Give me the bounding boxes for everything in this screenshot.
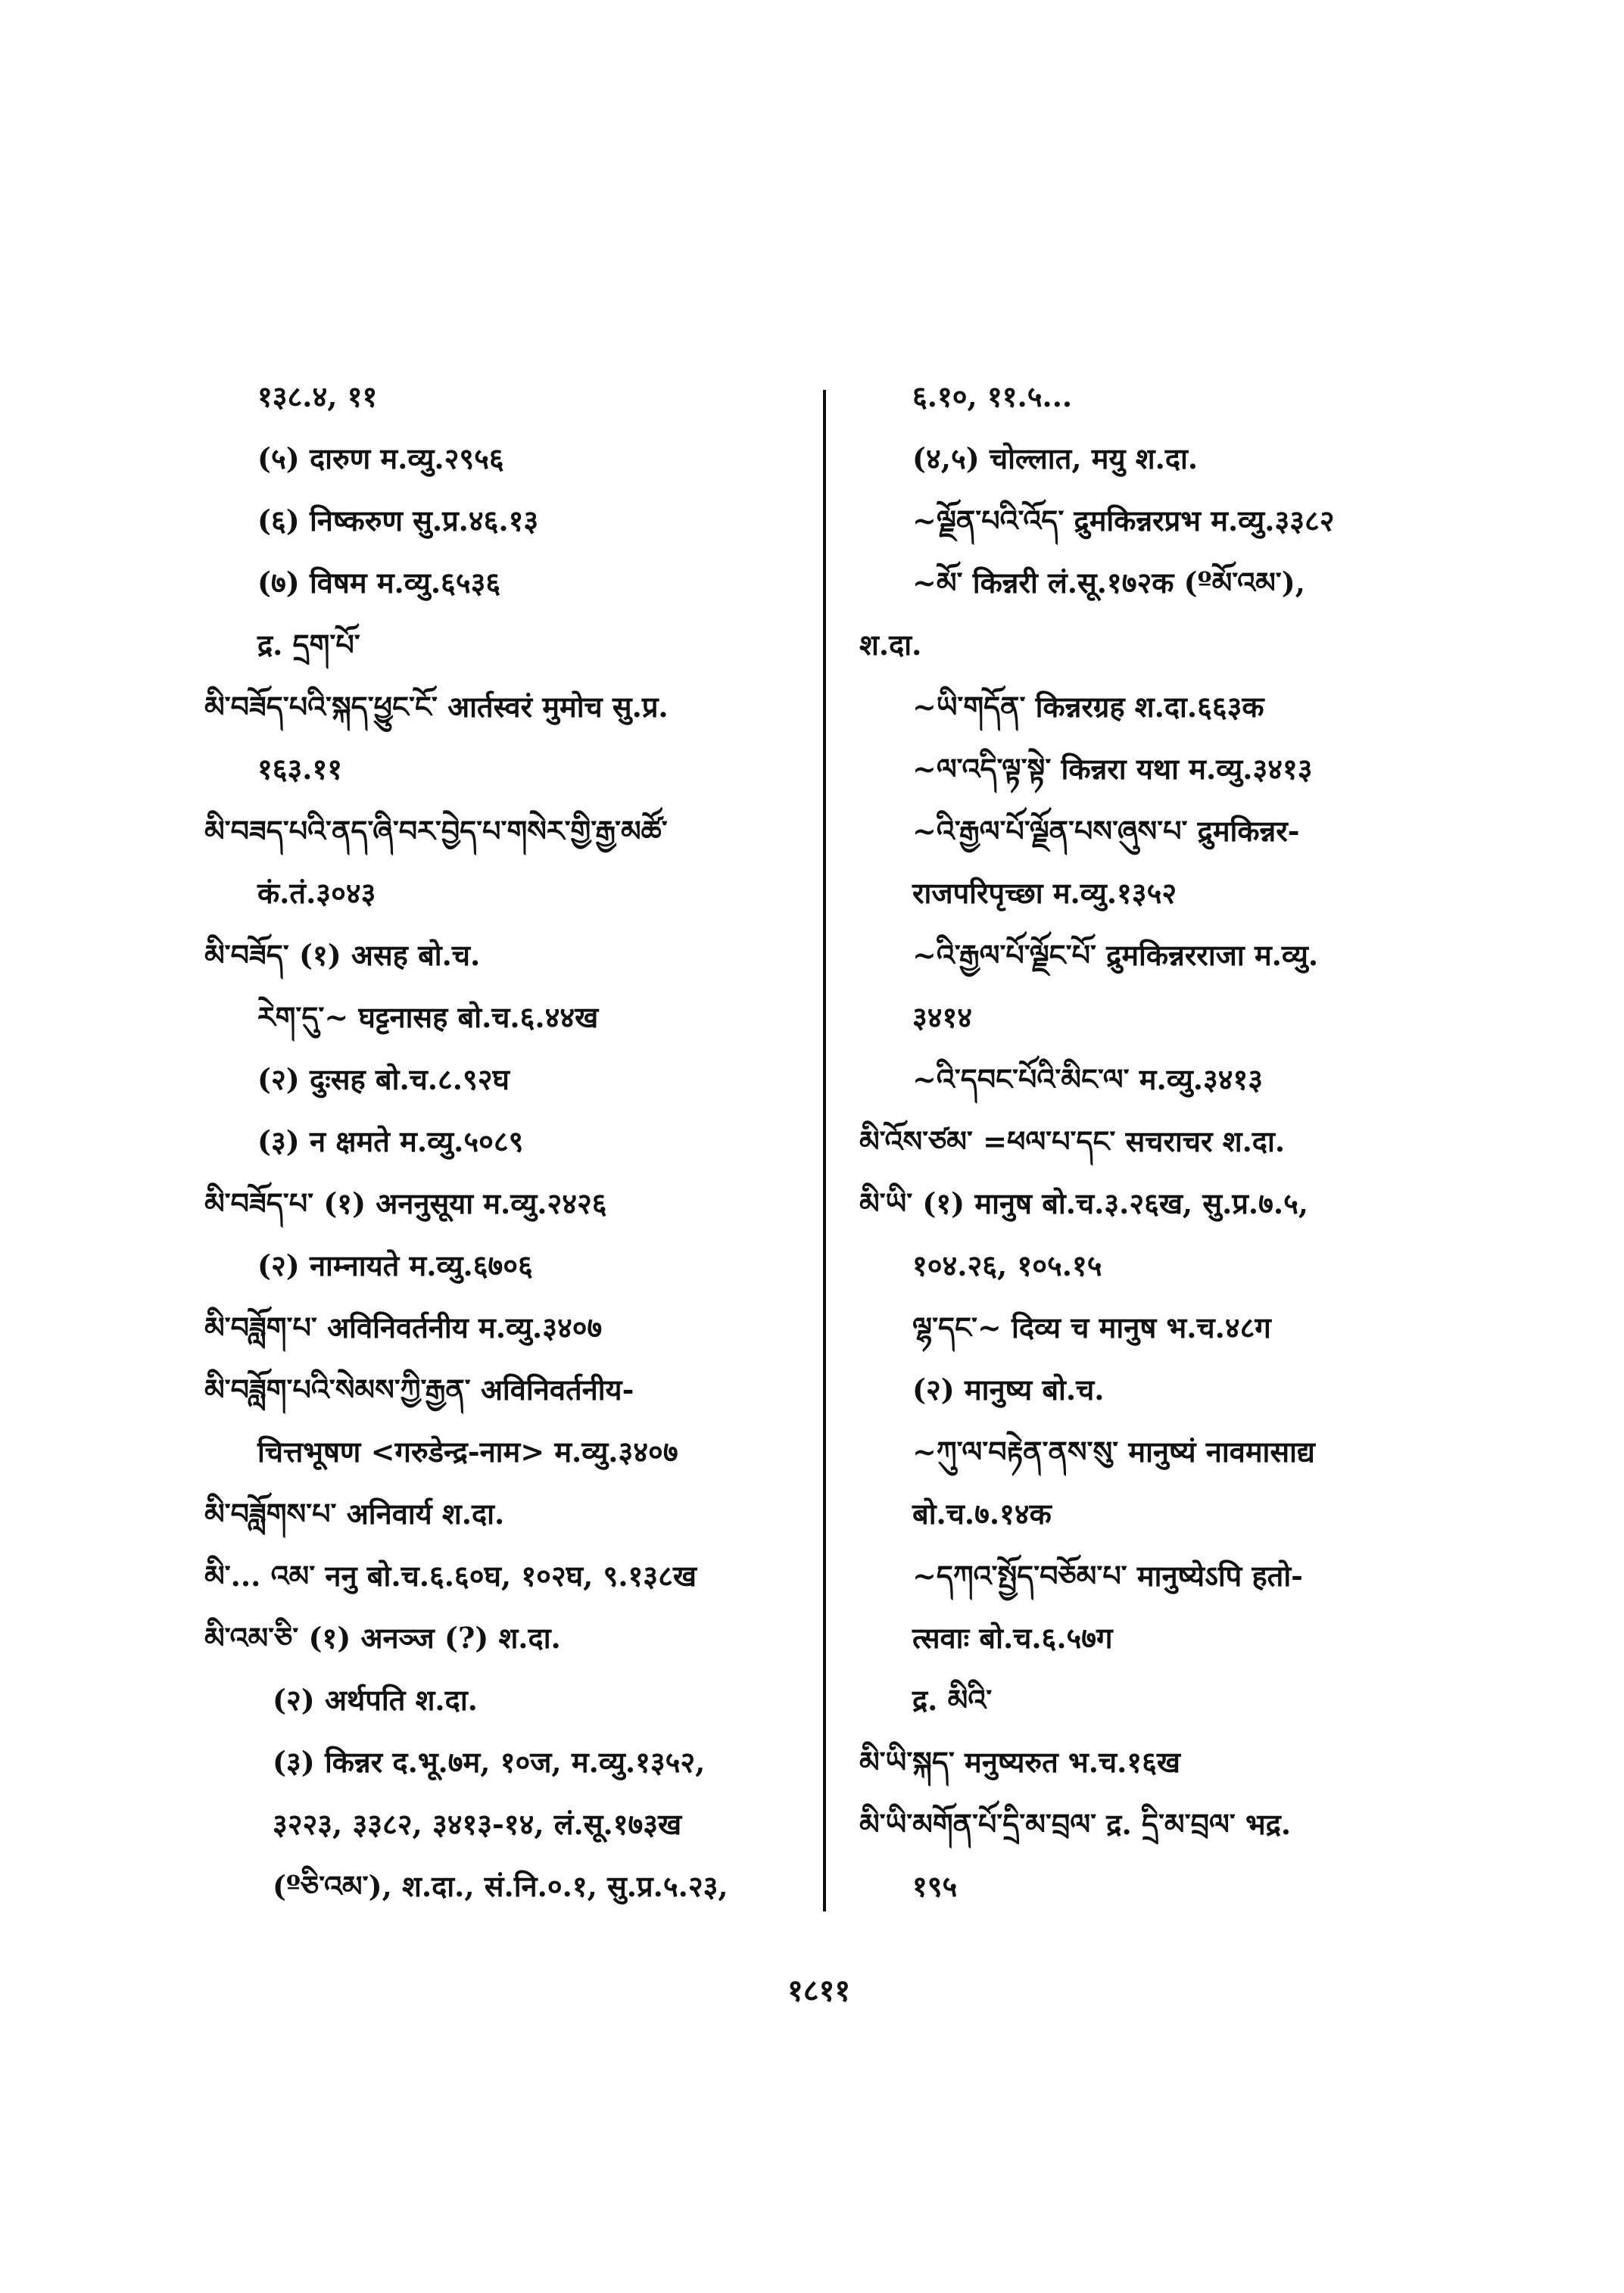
page-number: १८११: [787, 1973, 851, 2008]
entry-line: མི་ཡི་སྐད་ मनुष्यरुत भ.च.१६ख: [859, 1745, 1180, 1779]
entry-line: མི་བཟོད་ (१) असह बो.च.: [204, 938, 481, 972]
entry-line: (२) नाम्नायते म.व्यु.६७०६: [257, 1248, 533, 1282]
entry-line: མི་བཟློག་པ་ अविनिवर्तनीय म.व्यु.३४०७: [204, 1310, 603, 1344]
entry-line: མི་བཟློག་པའི་སེམས་ཀྱི་རྒྱན་ अविनिवर्तनीय-: [204, 1372, 634, 1407]
entry-line: ~འི་རྒྱལ་པོ་ལྗོན་པས་ཞུས་པ་ द्रुमकिन्नर-: [912, 814, 1300, 848]
entry-line: (२) दुःसह बो.च.८.९२घ: [257, 1062, 510, 1096]
entry-line: མི་བཟློགས་པ་ अनिवार्य श.दा.: [204, 1497, 505, 1531]
entry-line: མི་འམ་ཅི་ (१) अनञ्ज (?) श.दा.: [204, 1621, 561, 1655]
entry-line: མི་བཟོད་པ་ (१) अननुसूया म.व्यु.२४२६: [204, 1186, 607, 1220]
entry-line: ~འི་དབང་པོའི་མིང་ལ་ म.व्यु.३४१३: [912, 1062, 1264, 1096]
entry-line: མི་ཡི་ (१) मानुष बो.च.३.२६ख, सु.प्र.७.५,: [859, 1186, 1309, 1220]
entry-line: (५) दारुण म.व्यु.२९५६: [257, 441, 504, 475]
entry-line: राजपरिपृच्छा म.व्यु.१३५२: [912, 876, 1177, 910]
entry-line: ~ཀུ་ལ་བརྟེན་ནས་སུ་ मानुष्यं नावमासाद्य: [912, 1435, 1315, 1469]
entry-line: ~ལྗོན་པའི་འོད་ द्रुमकिन्नरप्रभ म.व्यु.३३८२: [912, 503, 1335, 537]
entry-line: (४,५) चोल्लात, मयु श.दा.: [912, 441, 1199, 475]
entry-line: ३४१४: [912, 1000, 973, 1034]
entry-line: མི་... འམ་ ननु बो.च.६.६०घ, १०२घ, ९.१३८ख: [204, 1559, 697, 1593]
entry-line: མི་བཟོད་པའི་སྐད་ཕྱུང་ངོ་ आर्तस्वरं मुमोच सु.प्र.: [204, 690, 669, 724]
entry-line: १९५: [912, 1869, 958, 1903]
entry-line: (३) किन्नर द.भू.७म, १०ज, म.व्यु.१३५२,: [273, 1745, 706, 1779]
column-divider: [823, 390, 826, 1911]
entry-line: बो.च.७.१४क: [912, 1497, 1052, 1531]
entry-line: १३८.४, ११: [257, 379, 378, 413]
entry-line: མི་ཡི་མགོན་པོ་དྲི་མ་བྲལ་ द्र. དྲི་མ་བྲལ་ भद्र.: [859, 1807, 1292, 1841]
entry-line: ~མོ་ किन्नरी लं.सू.१७२क (ºམོ་འམ་),: [912, 565, 1305, 600]
entry-line: कं.तं.३०४३: [257, 876, 376, 910]
entry-line: ३२२३, ३३८२, ३४१३-१४, लं.सू.१७३ख: [273, 1807, 682, 1841]
entry-line: ~ཡི་གདོན་ किन्नरग्रह श.दा.६६३क: [912, 690, 1264, 724]
entry-line: མི་བཟད་པའི་ནད་ཞི་བར་བྱེད་པ་གསེར་གྱི་རྒྱ་མཚོ་: [204, 814, 668, 848]
entry-line: १०४.२६, १०५.१५: [912, 1248, 1102, 1282]
entry-line: ~ལ་འདི་ལྟ་སྟེ་ किन्नरा यथा म.व्यु.३४१३: [912, 752, 1313, 786]
entry-line: ६.१०, ११.५...: [912, 379, 1073, 413]
entry-line: (७) विषम म.व्यु.६५३६: [257, 565, 501, 600]
entry-line: ~དཀའ་སྤྱོད་བཅོམ་པ་ मानुष्येऽपि हतो-: [912, 1559, 1303, 1593]
entry-line: རེག་དུ་~ घट्टनासह बो.च.६.४४ख: [257, 1000, 599, 1034]
entry-line: (६) निष्करुण सु.प्र.४६.१३: [257, 503, 539, 537]
entry-line: (२) अर्थपति श.दा.: [273, 1683, 478, 1717]
entry-line: द्र. མིའི་: [912, 1683, 993, 1717]
entry-line: ~འི་རྒྱལ་པོ་ལྗོང་པོ་ द्रुमकिन्नरराजा म.व्यु.: [912, 938, 1319, 972]
entry-line: (२) मानुष्य बो.च.: [912, 1372, 1105, 1407]
entry-line: ལྷ་དང་~ दिव्य च मानुष भ.च.४८ग: [912, 1310, 1271, 1344]
entry-line: चित्तभूषण <गरुडेन्द्र-नाम> म.व्यु.३४०७: [257, 1435, 678, 1469]
entry-line: (३) न क्षमते म.व्यु.५०८९: [257, 1124, 524, 1158]
entry-line: १६३.११: [257, 752, 343, 786]
entry-line: द्र. དྲག་པོ་: [257, 628, 360, 662]
entry-line: श.दा.: [859, 628, 922, 662]
entry-line: (ºཅི་འམ་), श.दा., सं.नि.०.१, सु.प्र.५.२३,: [273, 1869, 728, 1903]
entry-line: མི་འོས་ཙམ་ =ཕལ་པ་དང་ सचराचर श.दा.: [859, 1124, 1286, 1158]
entry-line: त्सवाः बो.च.६.५७ग: [912, 1621, 1113, 1655]
